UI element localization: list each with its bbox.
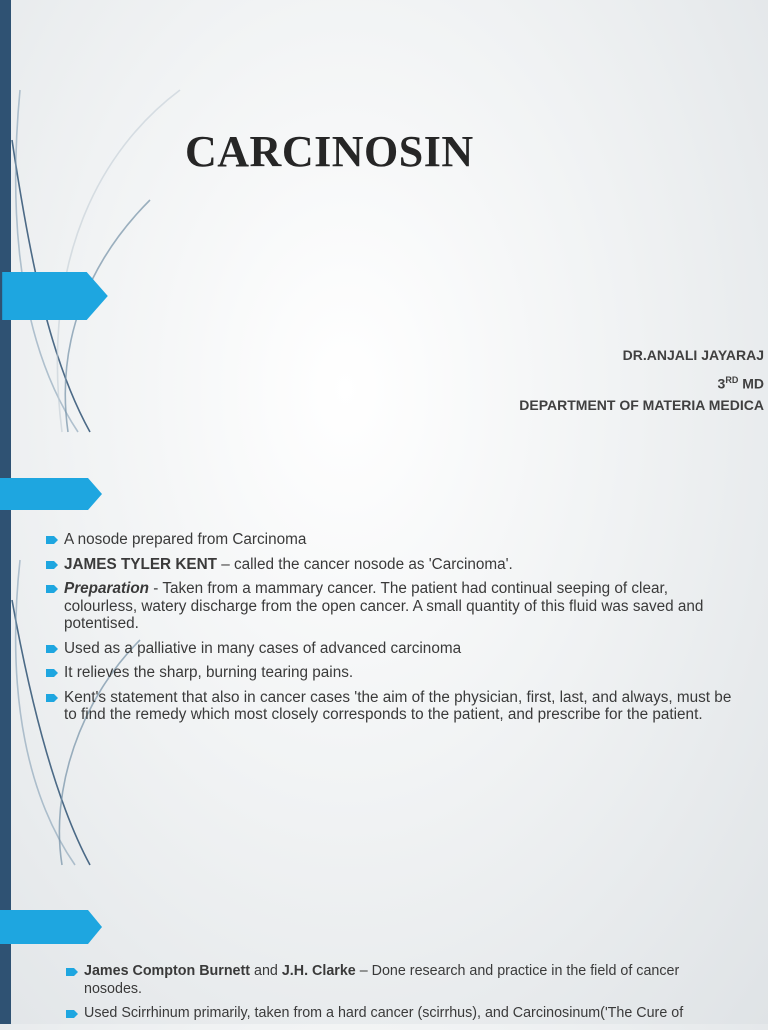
- bullet-text: and: [250, 963, 282, 979]
- list-item: [66, 1005, 716, 1023]
- author-block: [519, 346, 764, 421]
- bullet-text: Used as a palliative in many cases of advanced carcinoma: [64, 639, 462, 657]
- bullet-arrow-icon: [46, 536, 58, 544]
- bullet-text: Kent's statement that also in cancer cases 'the aim of the physician, first, last, and always, must be to find the remedy which most closely corresponds to the patient, and prescribe for the patient.: [64, 688, 732, 723]
- accent-tab-2: [0, 478, 102, 510]
- bullet-text: A nosode prepared from Carcinoma: [64, 531, 307, 548]
- bullet-arrow-icon: [66, 1010, 78, 1018]
- bullet-arrow-icon: [46, 561, 58, 569]
- list-item: [46, 556, 736, 574]
- bullet-bold-text: JAMES TYLER KENT: [64, 555, 217, 573]
- bullet-text: – Done research and practice in the field of cancer nosodes.: [84, 963, 680, 997]
- list-item: [46, 689, 736, 724]
- bullet-list-slide-3: [66, 963, 716, 1030]
- bullet-text: It relieves the sharp, burning tearing pains.: [64, 664, 354, 681]
- author-degree: [519, 371, 764, 396]
- bullet-arrow-icon: [66, 968, 78, 976]
- slide-title: CARCINOSIN: [185, 127, 474, 176]
- bullet-bold-text: James Compton Burnett: [84, 963, 251, 979]
- bullet-bold-text: J.H. Clarke: [281, 963, 356, 979]
- bullet-arrow-icon: [46, 645, 58, 653]
- list-item: [46, 664, 736, 682]
- bullet-arrow-icon: [46, 669, 58, 677]
- list-item: [46, 580, 736, 633]
- list-item: [46, 640, 736, 658]
- bullet-arrow-icon: [46, 585, 58, 593]
- bullet-bold-italic-text: Preparation: [64, 580, 150, 597]
- bullet-arrow-icon: [46, 694, 58, 702]
- bullet-list-slide-2: [46, 531, 736, 731]
- bullet-text: - Taken from a mammary cancer. The patient had continual seeping of clear, colourless, watery discharge from the open cancer. A small quantity of this fluid was saved and potentised.: [64, 580, 704, 632]
- decorative-curves: [0, 0, 200, 1024]
- degree-label: MD: [738, 375, 764, 392]
- bullet-text: Used Scirrhinum primarily, taken from a hard cancer (scirrhus), and Carcinosinum('The Cure of: [84, 1005, 684, 1021]
- accent-tab-1: [0, 272, 110, 320]
- list-item: [46, 531, 736, 549]
- list-item: [66, 963, 716, 998]
- accent-tab-3: [0, 910, 102, 944]
- degree-number: 3: [717, 375, 726, 392]
- degree-superscript: RD: [725, 375, 739, 385]
- author-name: DR.ANJALI JAYARAJ: [622, 347, 764, 363]
- author-department: DEPARTMENT OF MATERIA MEDICA: [519, 397, 764, 413]
- bullet-text: – called the cancer nosode as 'Carcinoma'.: [216, 555, 513, 573]
